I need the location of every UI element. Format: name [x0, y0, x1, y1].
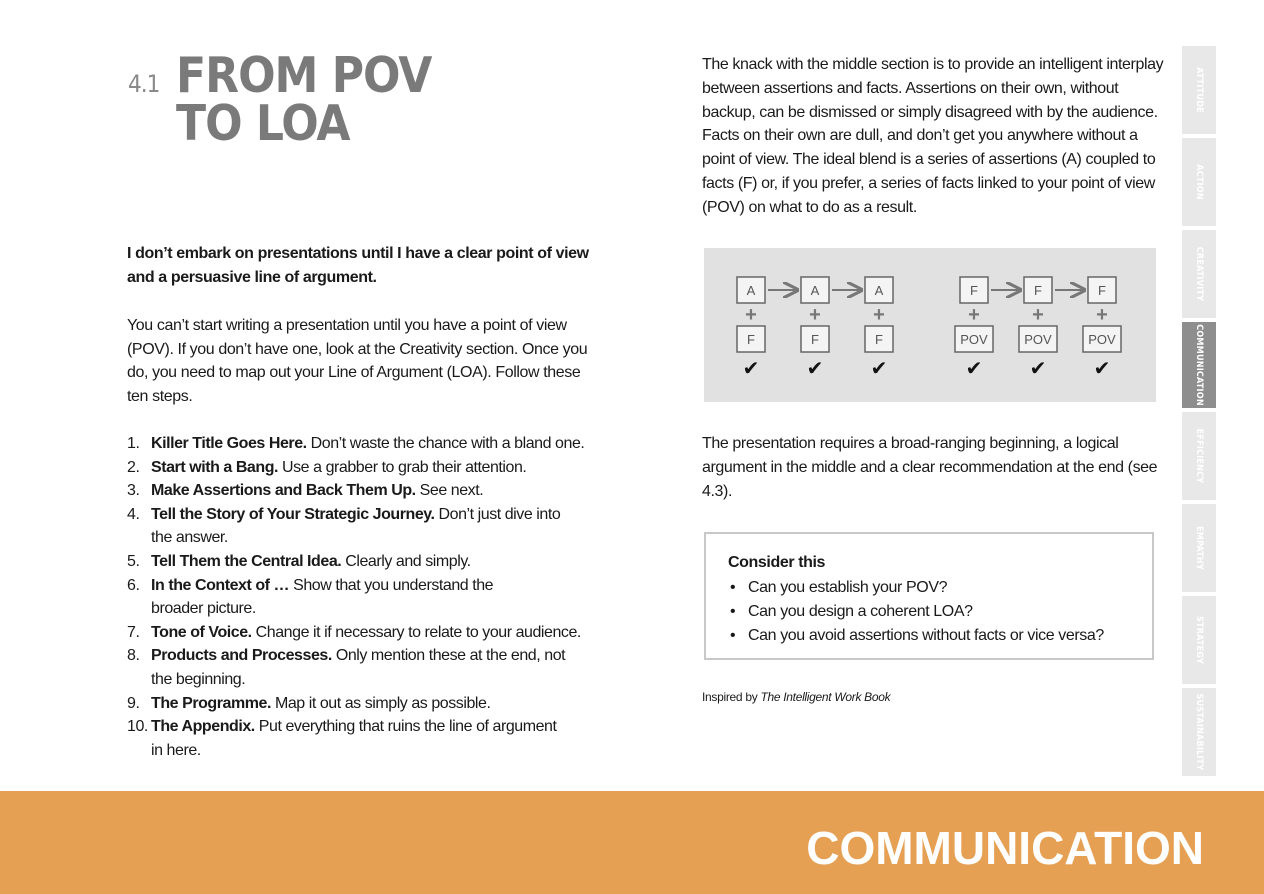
credit-line — [702, 690, 890, 704]
step-number: 7. — [127, 623, 140, 641]
tab-label: COMMUNICATION — [1194, 324, 1204, 406]
consider-item: • Can you design a coherent LOA? — [728, 600, 1104, 624]
step-text: Clearly and simply. — [341, 552, 471, 570]
diagram-svg — [704, 248, 1156, 402]
step-number: 1. — [127, 435, 140, 452]
step-heading: Tone of Voice. — [151, 623, 252, 641]
diagram-right-top-2: F — [1098, 283, 1106, 298]
step-number: 9. — [127, 694, 140, 712]
step-heading: Make Assertions and Back Them Up. — [151, 482, 416, 500]
steps-list — [127, 432, 607, 762]
consider-box — [704, 532, 1154, 660]
diagram-left-bottom-1: F — [811, 332, 819, 347]
step-number: 5. — [127, 552, 140, 570]
tab-communication[interactable] — [1182, 322, 1216, 408]
footer-section-title: COMMUNICATION — [806, 822, 1204, 874]
step-number: 8. — [127, 647, 140, 665]
tab-label: STRATEGY — [1194, 615, 1204, 665]
plus-sign: + — [1032, 304, 1044, 326]
diagram-right-top-1: F — [1034, 283, 1042, 298]
step-number: 4. — [127, 505, 140, 523]
step-item — [127, 715, 607, 762]
plus-sign: + — [873, 304, 885, 326]
check-mark: ✔ — [965, 356, 983, 380]
plus-sign: + — [968, 304, 980, 326]
step-text: Put everything that ruins the line of argument in here. — [151, 718, 557, 759]
step-item — [127, 479, 607, 503]
step-heading: Products and Processes. — [151, 647, 332, 665]
middle-section-paragraph: The knack with the middle section is to provide an intelligent interplay between assertions and facts. Assertions on their own, without backup, can be dismissed or simply disagreed with by the audience. Facts on their own are dull, and don’t get you anywhere without a point of view. The ideal blend is a series of assertions (A) coupled to facts (F) or, if you prefer, a series of facts linked to your point of view (POV) on what to do as a result. — [702, 56, 1164, 216]
section-title — [176, 47, 432, 152]
plus-sign: + — [745, 304, 757, 326]
step-number: 10. — [127, 718, 148, 736]
step-item — [127, 503, 607, 550]
tab-label: ATTITUDE — [1194, 67, 1204, 113]
step-heading: Tell Them the Central Idea. — [151, 552, 342, 570]
tab-empathy[interactable] — [1182, 504, 1216, 592]
diagram-right-bottom-1: POV — [1024, 332, 1052, 347]
step-item — [127, 432, 607, 456]
step-text: Show that you understand the broader picture. — [151, 576, 494, 618]
step-text: Don’t just dive into the answer. — [151, 505, 561, 547]
section-tabs — [1182, 46, 1216, 780]
step-item — [127, 456, 607, 480]
consider-list — [728, 576, 1104, 647]
step-heading: Start with a Bang. — [151, 458, 279, 476]
step-item — [127, 621, 607, 645]
diagram-right-bottom-2: POV — [1088, 332, 1116, 347]
step-text: See next. — [415, 482, 484, 500]
step-text: Only mention these at the end, not the beginning. — [151, 647, 566, 688]
tab-attitude[interactable] — [1182, 46, 1216, 134]
footer-band — [0, 791, 1264, 894]
check-mark: ✔ — [870, 356, 888, 380]
diagram-right-bottom-0: POV — [960, 332, 988, 347]
diagram-left-bottom-0: F — [747, 332, 755, 347]
consider-item: • Can you avoid assertions without facts or vice versa? — [728, 624, 1104, 648]
tab-label: ACTION — [1194, 164, 1204, 200]
diagram-right-top-0: F — [970, 283, 978, 298]
credit-book-title: The Intelligent Work Book — [760, 690, 891, 704]
section-number: 4.1 — [128, 70, 160, 98]
tab-label: EFFICIENCY — [1194, 428, 1204, 484]
assertion-fact-diagram — [704, 248, 1156, 402]
tab-sustainability[interactable] — [1182, 688, 1216, 776]
tab-label: CREATIVITY — [1194, 246, 1204, 302]
intro-paragraph: You can’t start writing a presentation until you have a point of view (POV). If you don’t have one, look at the Creativity section. Once you do, you need to map out your Line of Argument (LOA). Follow these ten steps. — [127, 317, 588, 405]
step-text: Use a grabber to grab their attention. — [278, 458, 527, 476]
step-number: 2. — [127, 458, 140, 476]
diagram-left-top-2: A — [874, 283, 884, 298]
step-item — [127, 692, 607, 716]
step-item — [127, 644, 607, 691]
lead-paragraph: I don’t embark on presentations until I have a clear point of view and a persuasive line of argument. — [127, 245, 589, 286]
tab-label: SUSTAINABILITY — [1194, 693, 1204, 771]
diagram-left-bottom-2: F — [875, 332, 883, 347]
tab-efficiency[interactable] — [1182, 412, 1216, 500]
plus-sign: + — [809, 304, 821, 326]
check-mark: ✔ — [742, 356, 760, 380]
check-mark: ✔ — [1029, 356, 1047, 380]
check-mark: ✔ — [806, 356, 824, 380]
tab-action[interactable] — [1182, 138, 1216, 226]
tab-creativity[interactable] — [1182, 230, 1216, 318]
step-number: 6. — [127, 576, 140, 594]
step-text: Don’t waste the chance with a bland one. — [306, 435, 585, 452]
step-number: 3. — [127, 482, 140, 500]
credit-prefix: Inspired by — [702, 690, 761, 704]
plus-sign: + — [1096, 304, 1108, 326]
consider-title: Consider this — [728, 554, 826, 571]
consider-item: • Can you establish your POV? — [728, 576, 1104, 600]
step-heading: The Appendix. — [151, 718, 255, 736]
step-heading: The Programme. — [151, 694, 271, 712]
step-text: Map it out as simply as possible. — [270, 694, 491, 712]
section-title-line-2: TO LOA — [176, 95, 350, 152]
step-text: Change it if necessary to relate to your audience. — [251, 623, 581, 641]
tab-strategy[interactable] — [1182, 596, 1216, 684]
step-item — [127, 550, 607, 574]
tab-label: EMPATHY — [1194, 526, 1204, 570]
step-heading: Killer Title Goes Here. — [151, 435, 307, 452]
step-heading: In the Context of … — [151, 576, 290, 594]
diagram-left-top-1: A — [810, 283, 820, 298]
check-mark: ✔ — [1093, 356, 1111, 380]
step-item — [127, 574, 607, 621]
step-heading: Tell the Story of Your Strategic Journey. — [151, 505, 435, 523]
structure-paragraph: The presentation requires a broad-ranging beginning, a logical argument in the middle and a clear recommendation at the end (see 4.3). — [702, 435, 1158, 500]
section-title-line-1: FROM POV — [176, 47, 432, 104]
diagram-left-top-0: A — [746, 283, 756, 298]
